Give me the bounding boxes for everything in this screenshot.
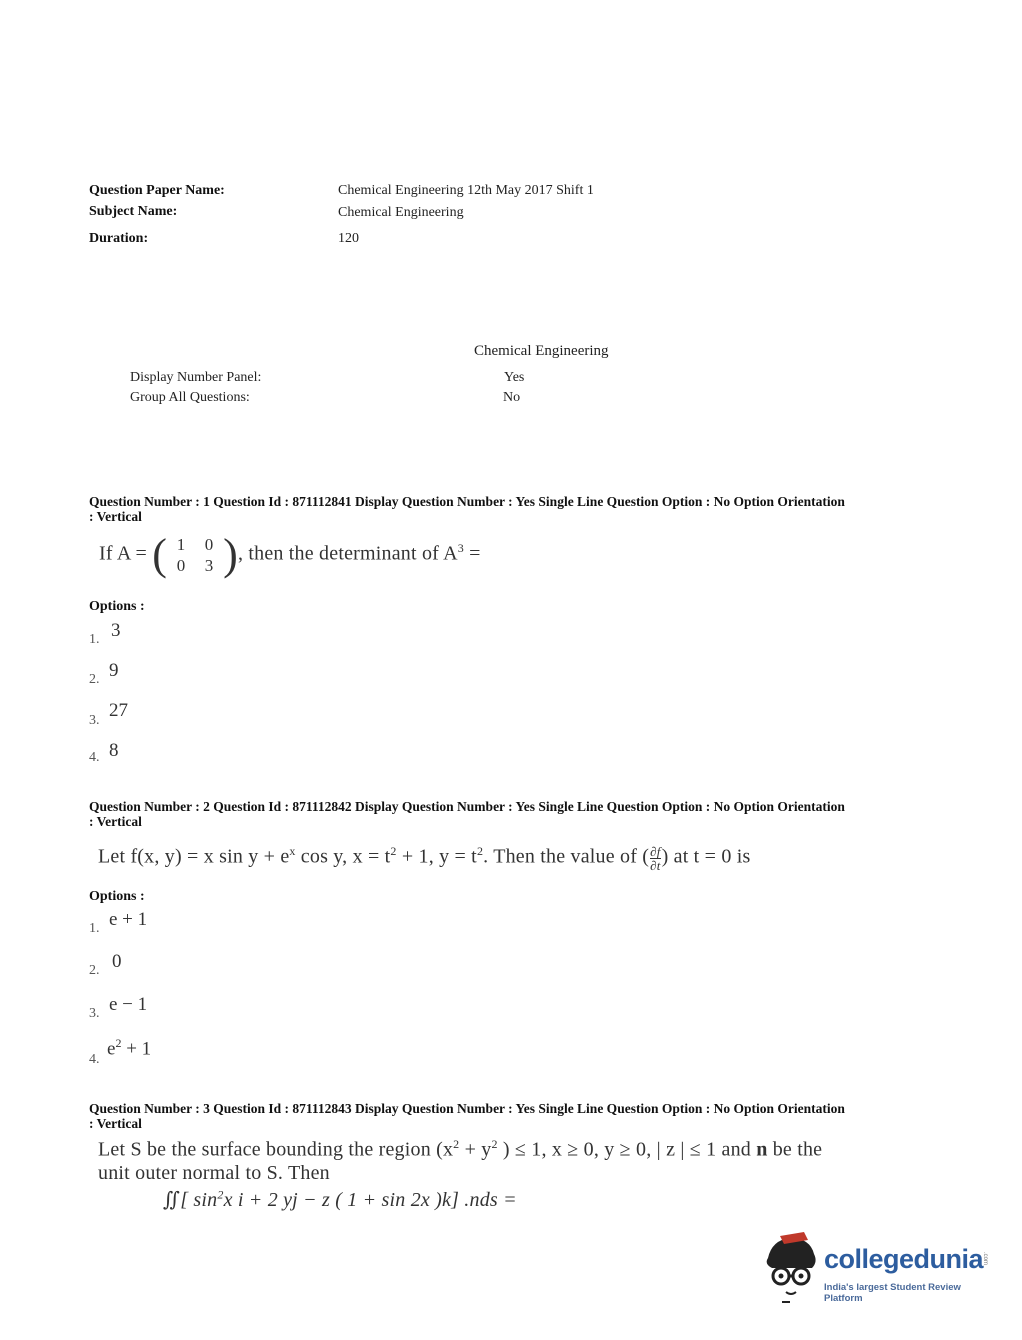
question-2-text: [98, 844, 750, 872]
option-number: 1.: [89, 921, 100, 936]
question-3-integral: [163, 1187, 517, 1212]
display-number-panel-value: Yes: [504, 370, 525, 385]
question-3-part: + y: [459, 1138, 492, 1161]
fraction-denominator: ∂t: [650, 857, 661, 873]
question-2-sup: x: [289, 844, 296, 858]
question-1-meta: Question Number : 1 Question Id : 871112841 Display Question Number : Yes Single Line Question Option : No Option Orientation : Vertical: [89, 494, 845, 524]
duration-value: 120: [338, 231, 359, 246]
question-3-line-2: unit outer normal to S. Then: [98, 1162, 330, 1184]
option-number: 2.: [89, 963, 100, 978]
option-value-sup: 2: [115, 1036, 122, 1050]
matrix-cell: 1: [176, 535, 186, 554]
option-value: e + 1: [109, 909, 148, 930]
question-3-line-1: [98, 1137, 822, 1162]
question-2-sup: 2: [476, 844, 484, 858]
question-1-exponent: 3: [457, 540, 464, 555]
group-all-questions-value: No: [503, 390, 521, 405]
question-2-part: cos y, x = t: [295, 845, 391, 868]
question-2-meta: Question Number : 2 Question Id : 871112842 Display Question Number : Yes Single Line Question Option : No Option Orientation : Vertical: [89, 799, 845, 829]
matrix-cell: 0: [176, 556, 186, 575]
question-2-part: Let f(x, y) = x sin y + e: [98, 845, 290, 868]
question-1-end: =: [463, 542, 481, 565]
question-2-part: + 1, y = t: [396, 845, 477, 868]
question-3-sup: 2: [217, 1187, 224, 1202]
option-number: 3.: [89, 1006, 100, 1021]
question-3-normal-vector: n: [756, 1138, 768, 1161]
option-value: 8: [109, 740, 119, 761]
section-title: Chemical Engineering: [474, 343, 609, 359]
option-value: 3: [111, 620, 121, 641]
question-2-sup: 2: [390, 844, 397, 858]
option-value: 9: [109, 660, 119, 681]
question-2-part: ) at t = 0 is: [661, 845, 751, 868]
question-1-options-label: Options :: [89, 599, 145, 614]
matrix-cell: 3: [204, 556, 214, 575]
option-number: 4.: [89, 750, 100, 765]
display-number-panel-label: Display Number Panel:: [130, 370, 262, 385]
question-1-text: [99, 530, 481, 579]
option-number: 1.: [89, 632, 100, 647]
duration-label: Duration:: [89, 231, 149, 246]
question-2-options-label: Options :: [89, 889, 145, 904]
option-number: 3.: [89, 713, 100, 728]
option-value-base: e: [107, 1038, 116, 1060]
paper-name-label: Question Paper Name:: [89, 183, 225, 198]
question-1-prefix: If A =: [99, 542, 148, 565]
logo-wordmark: collegedunia: [824, 1244, 984, 1274]
collegedunia-logo[interactable]: [760, 1232, 995, 1304]
option-value: [107, 1036, 151, 1060]
option-value-rest: + 1: [121, 1038, 152, 1060]
matrix-cell: 0: [204, 535, 214, 554]
logo-tagline: India's largest Student Review Platform: [824, 1282, 961, 1304]
option-value: 27: [109, 700, 128, 721]
logo-com: .com: [982, 1252, 988, 1266]
option-number: 2.: [89, 672, 100, 687]
question-3-part: be the: [767, 1138, 823, 1161]
question-3-part: ∬[ sin: [163, 1189, 218, 1211]
option-value: e − 1: [109, 994, 148, 1015]
question-1-suffix: , then the determinant of A: [237, 542, 458, 565]
question-3-part: x i + 2 yj − z ( 1 + sin 2x )k] .nds =: [223, 1189, 517, 1211]
question-3-part: Let S be the surface bounding the region (x: [98, 1138, 454, 1161]
option-value: 0: [112, 951, 122, 972]
partial-derivative-fraction: [650, 845, 660, 872]
paper-name-value: Chemical Engineering 12th May 2017 Shift 1: [338, 183, 594, 198]
question-3-sup: 2: [491, 1137, 498, 1151]
student-mascot-icon: [760, 1232, 824, 1304]
question-2-part: . Then the value of (: [483, 845, 650, 868]
subject-name-label: Subject Name:: [89, 204, 178, 219]
subject-name-value: Chemical Engineering: [338, 205, 464, 220]
matrix-a: ( 1 0 0 3 ): [152, 530, 238, 579]
question-3-sup: 2: [453, 1137, 460, 1151]
option-number: 4.: [89, 1052, 100, 1067]
question-3-part: ) ≤ 1, x ≥ 0, y ≥ 0, | z | ≤ 1 and: [497, 1138, 757, 1161]
question-3-meta: Question Number : 3 Question Id : 871112843 Display Question Number : Yes Single Line Question Option : No Option Orientation : Vertical: [89, 1101, 845, 1131]
fraction-numerator: ∂f: [650, 843, 661, 859]
group-all-questions-label: Group All Questions:: [130, 390, 250, 405]
